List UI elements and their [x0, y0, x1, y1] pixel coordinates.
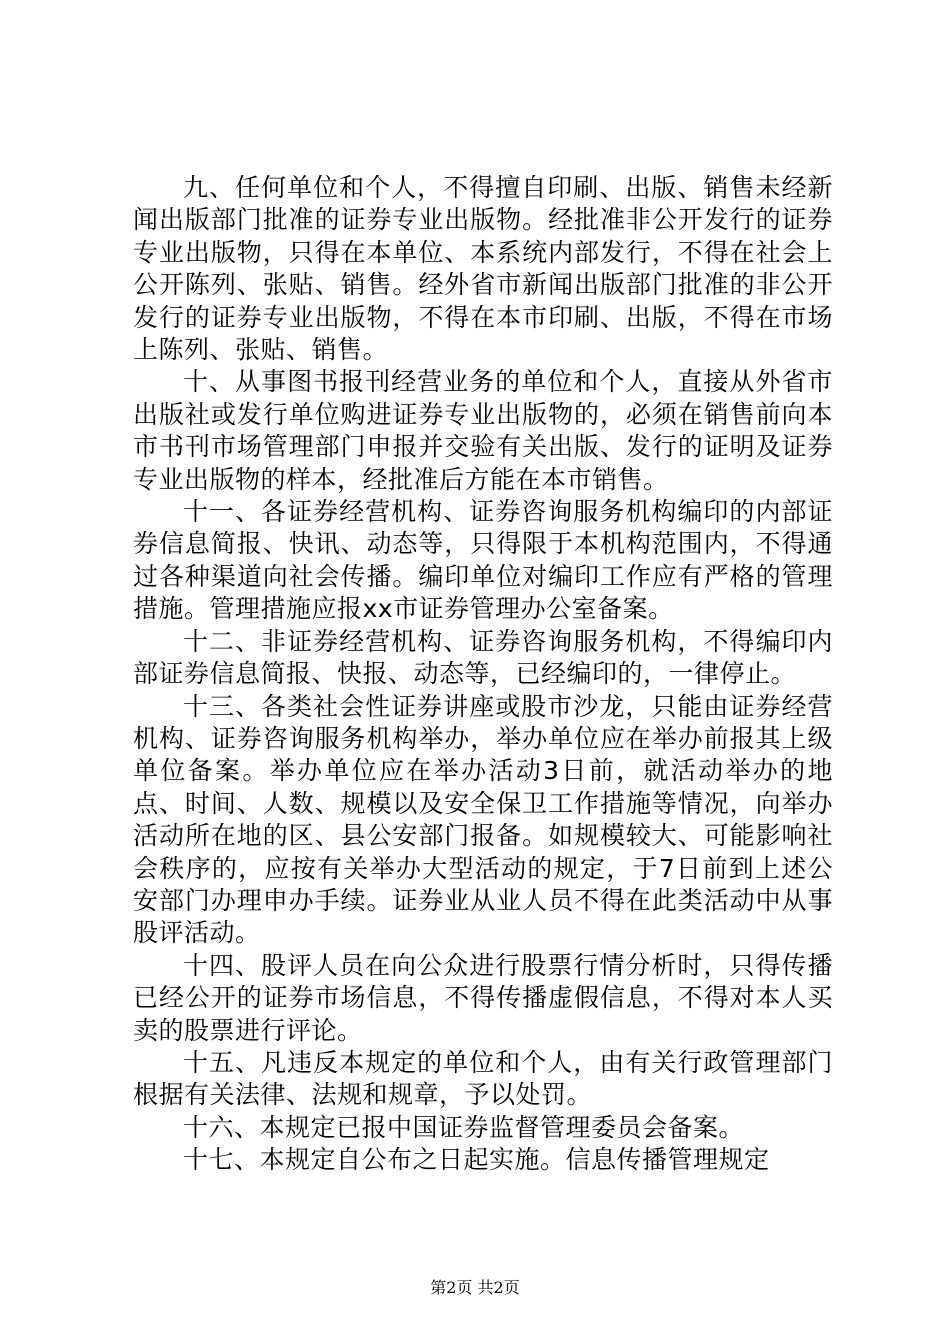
- page-number-footer: 第2页 共2页: [430, 1278, 520, 1297]
- document-body: [133, 172, 833, 1177]
- article-12-paragraph: 十二、非证券经营机构、证券咨询服务机构，不得编印内部证券信息简报、快报、动态等，已经编印的，一律停止。: [133, 626, 833, 689]
- article-13-paragraph: 十三、各类社会性证券讲座或股市沙龙，只能由证券经营机构、证券咨询服务机构举办，举办单位应在举办前报其上级单位备案。举办单位应在举办活动3日前，就活动举办的地点、时间、人数、规模以及安全保卫工作措施等情况，向举办活动所在地的区、县公安部门报备。如规模较大、可能影响社会秩序的，应按有关举办大型活动的规定，于7日前到上述公安部门办理申办手续。证券业从业人员不得在此类活动中从事股评活动。: [133, 691, 833, 948]
- article-10-paragraph: 十、从事图书报刊经营业务的单位和个人，直接从外省市出版社或发行单位购进证券专业出版物的，必须在销售前向本市书刊市场管理部门申报并交验有关出版、发行的证明及证券专业出版物的样本，经批准后方能在本市销售。: [133, 367, 833, 494]
- article-11-paragraph: 十一、各证券经营机构、证券咨询服务机构编印的内部证券信息简报、快讯、动态等，只得限于本机构范围内，不得通过各种渠道向社会传播。编印单位对编印工作应有严格的管理措施。管理措施应报xx市证券管理办公室备案。: [133, 497, 833, 624]
- article-14-paragraph: 十四、股评人员在向公众进行股票行情分析时，只得传播已经公开的证券市场信息，不得传播虚假信息，不得对本人买卖的股票进行评论。: [133, 950, 833, 1045]
- article-15-paragraph: 十五、凡违反本规定的单位和个人，由有关行政管理部门根据有关法律、法规和规章，予以处罚。: [133, 1047, 833, 1110]
- article-9-paragraph: 九、任何单位和个人，不得擅自印刷、出版、销售未经新闻出版部门批准的证券专业出版物。经批准非公开发行的证券专业出版物，只得在本单位、本系统内部发行，不得在社会上公开陈列、张贴、销售。经外省市新闻出版部门批准的非公开发行的证券专业出版物，不得在本市印刷、出版，不得在市场上陈列、张贴、销售。: [133, 173, 833, 365]
- article-16-paragraph: 十六、本规定已报中国证券监督管理委员会备案。: [183, 1112, 745, 1142]
- article-17-paragraph: 十七、本规定自公布之日起实施。信息传播管理规定: [183, 1145, 770, 1175]
